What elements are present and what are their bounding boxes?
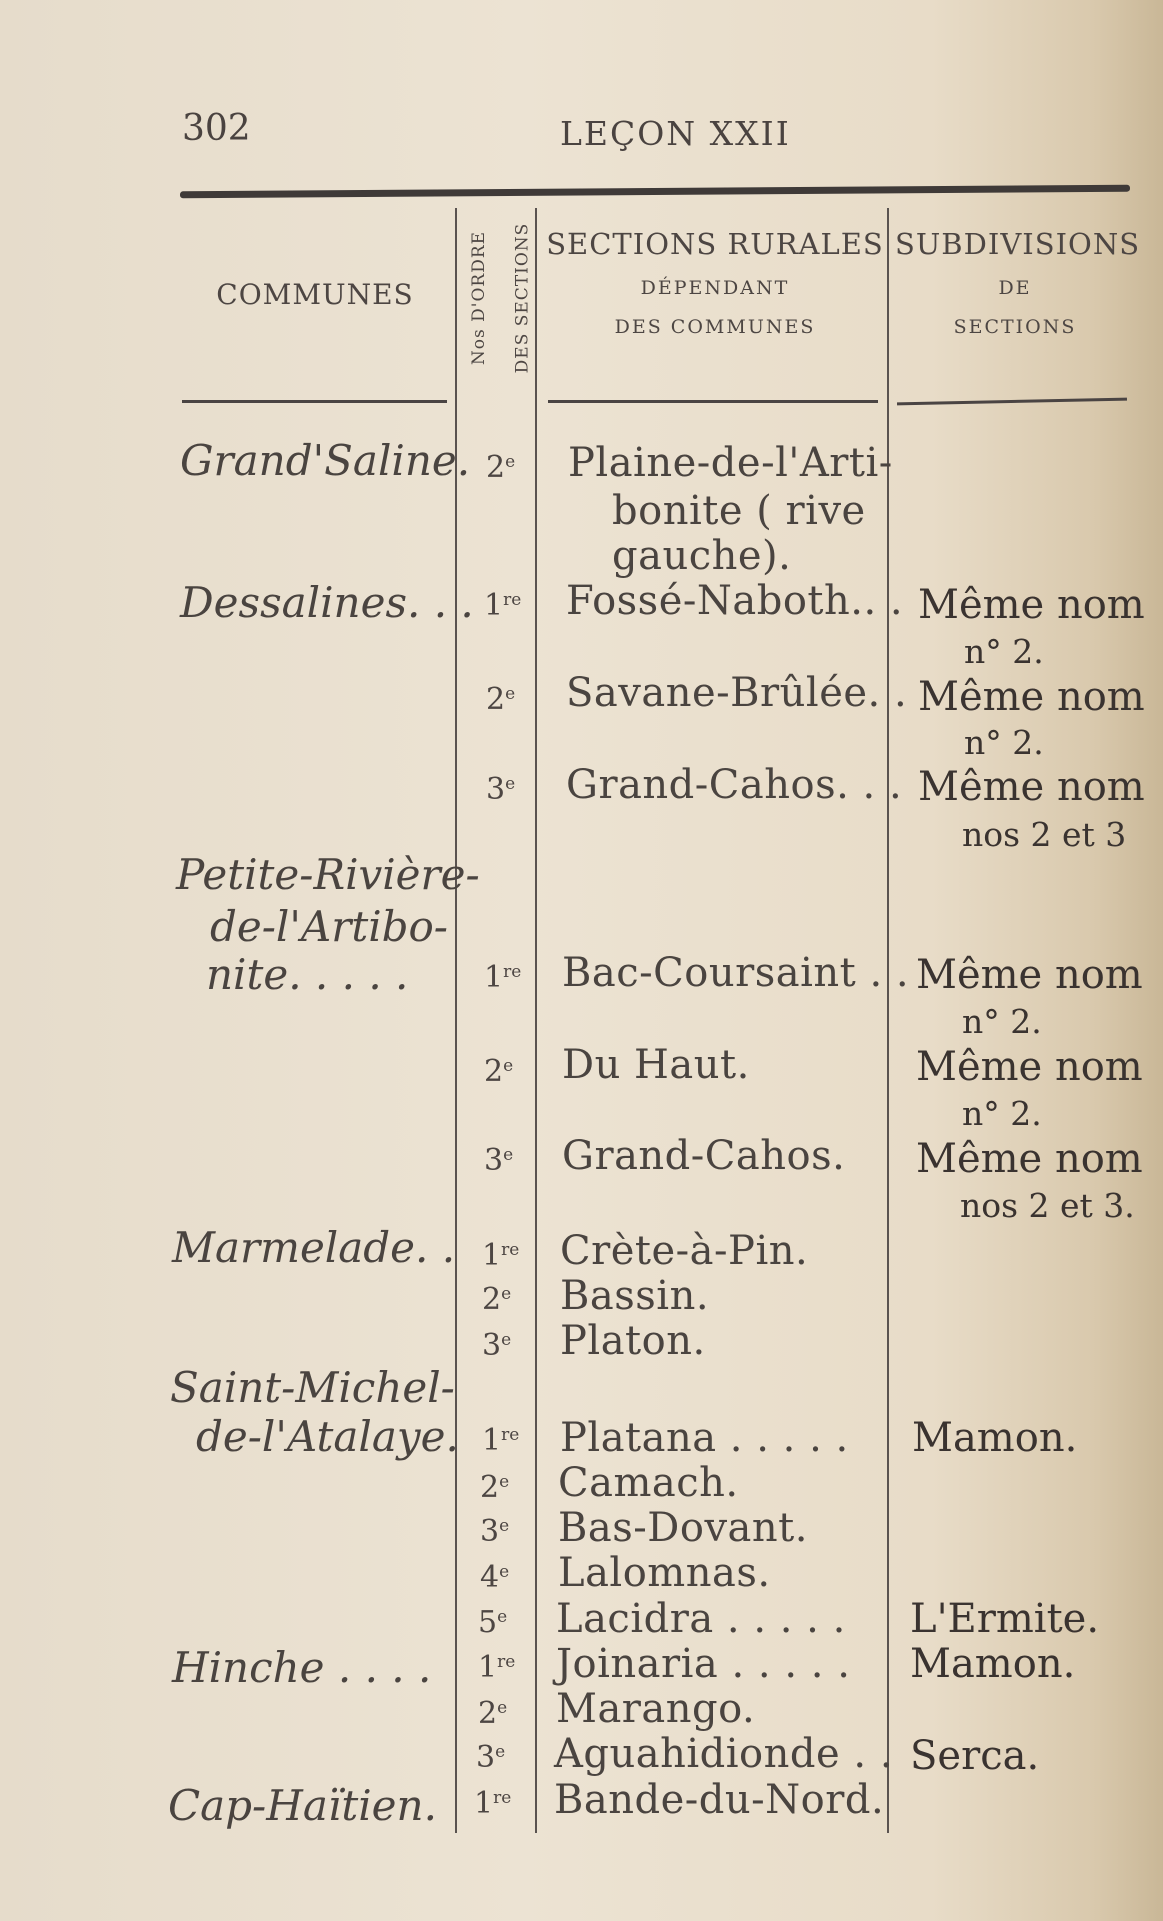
section-name: Marango.: [556, 1686, 756, 1732]
header-nos-line2: DES SECTIONS: [512, 222, 533, 374]
header-rule-2: [548, 400, 878, 403]
subdivision-number: n° 2.: [962, 1002, 1042, 1041]
header-sub-line1: SUBDIVISIONS: [895, 227, 1141, 261]
subdivision: Même nom: [918, 674, 1145, 720]
section-name: Platana . . . . .: [560, 1415, 849, 1461]
commune-name: Hinche . . . .: [172, 1643, 432, 1692]
section-name: Platon.: [560, 1318, 706, 1364]
order-number: 1re: [482, 1423, 520, 1458]
order-number: 3e: [482, 1328, 512, 1363]
order-number: 1re: [482, 1238, 520, 1273]
order-number: 1re: [478, 1650, 516, 1685]
header-communes: COMMUNES: [216, 278, 414, 311]
section-name: bonite ( rive: [612, 488, 866, 534]
order-number: 2e: [486, 450, 516, 485]
section-name: Bas-Dovant.: [558, 1505, 808, 1551]
section-name: Savane-Brûlée. .: [566, 670, 908, 716]
section-name: Crète-à-Pin.: [560, 1228, 809, 1274]
commune-name: Petite-Rivière-: [176, 850, 480, 899]
commune-name: nite. . . . .: [206, 950, 409, 999]
order-number: 3e: [484, 1143, 514, 1178]
order-number: 1re: [474, 1786, 512, 1821]
section-name: Lalomnas.: [558, 1550, 771, 1596]
page-number: 302: [182, 108, 251, 149]
order-number: 5e: [478, 1605, 508, 1640]
commune-name: Grand'Saline.: [180, 436, 471, 485]
order-number: 1re: [484, 960, 522, 995]
order-number: 1re: [484, 588, 522, 623]
running-head: LEÇON XXII: [560, 114, 791, 153]
header-rule-3: [897, 398, 1127, 406]
header-nos-line1: Nos D'ORDRE: [469, 230, 490, 366]
header-nos-ordre: [452, 208, 534, 393]
order-number: 3e: [486, 772, 516, 807]
subdivision-number: n° 2.: [962, 1094, 1042, 1133]
commune-name: Saint-Michel-: [170, 1363, 455, 1412]
subdivision: Même nom: [918, 764, 1145, 810]
commune-name: de-l'Artibo-: [210, 902, 448, 951]
subdivision-number: nos 2 et 3.: [960, 1186, 1135, 1225]
header-sections-line3: DES COMMUNES: [614, 316, 816, 338]
subdivision-number: n° 2.: [964, 632, 1044, 671]
section-name: Bassin.: [560, 1273, 710, 1319]
header-sections-line2: DÉPENDANT: [640, 277, 790, 299]
subdivision: L'Ermite.: [910, 1596, 1100, 1642]
commune-name: de-l'Atalaye.: [196, 1412, 459, 1461]
order-number: 2e: [484, 1054, 514, 1089]
section-name: Du Haut.: [562, 1042, 750, 1088]
commune-name: Marmelade. .: [172, 1223, 456, 1272]
header-sub-line3: SECTIONS: [953, 316, 1077, 338]
section-name: Grand-Cahos.: [562, 1133, 846, 1179]
section-name: Fossé-Naboth.. .: [566, 578, 904, 624]
top-rule: [180, 185, 1130, 199]
order-number: 2e: [482, 1282, 512, 1317]
section-name: Grand-Cahos. . .: [566, 762, 903, 808]
subdivision: Mamon.: [912, 1415, 1078, 1461]
header-subdivisions: [895, 227, 1141, 338]
subdivision: Mamon.: [910, 1641, 1076, 1687]
section-name: Plaine-de-l'Arti-: [568, 440, 893, 486]
section-name: gauche).: [612, 533, 792, 579]
header-sub-line2: DE: [998, 277, 1032, 299]
column-rule-2: [535, 208, 537, 1833]
subdivision-number: n° 2.: [964, 723, 1044, 762]
order-number: 2e: [480, 1470, 510, 1505]
section-name: Joinaria . . . . .: [556, 1641, 851, 1687]
subdivision: Même nom: [916, 1136, 1143, 1182]
subdivision-number: nos 2 et 3: [962, 815, 1127, 854]
order-number: 3e: [480, 1514, 510, 1549]
subdivision: Même nom: [916, 952, 1143, 998]
order-number: 2e: [486, 682, 516, 717]
order-number: 4e: [480, 1560, 510, 1595]
section-name: Bac-Coursaint . .: [562, 950, 910, 996]
header-sections: [545, 227, 885, 338]
subdivision: Serca.: [910, 1733, 1040, 1779]
order-number: 2e: [478, 1696, 508, 1731]
section-name: Bande-du-Nord.: [554, 1777, 885, 1823]
commune-name: Dessalines. . .: [180, 578, 474, 627]
header-sections-line1: SECTIONS RURALES: [546, 227, 884, 261]
order-number: 3e: [476, 1740, 506, 1775]
section-name: Lacidra . . . . .: [556, 1596, 846, 1642]
section-name: Camach.: [558, 1460, 739, 1506]
subdivision: Même nom: [918, 582, 1145, 628]
commune-name: Cap-Haïtien.: [168, 1781, 437, 1830]
section-name: Aguahidionde . .: [554, 1731, 894, 1777]
header-rule-1: [182, 400, 447, 403]
subdivision: Même nom: [916, 1044, 1143, 1090]
